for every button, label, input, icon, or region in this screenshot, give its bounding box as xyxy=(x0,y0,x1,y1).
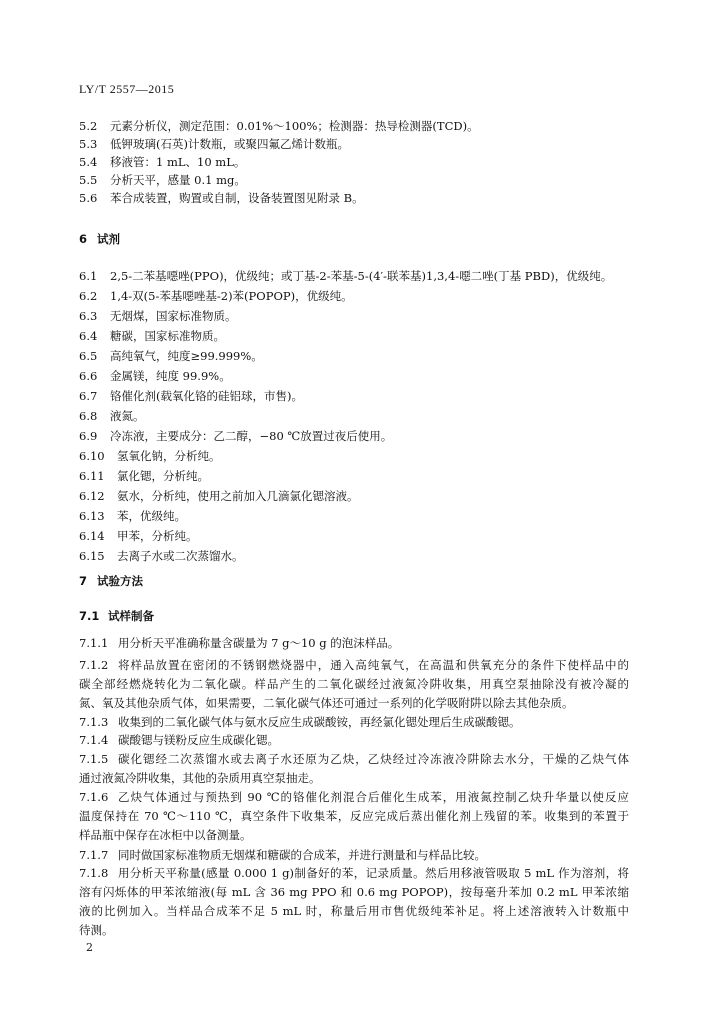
item-number: 6.10 xyxy=(79,449,105,463)
item-text: 苯，优级纯。 xyxy=(117,509,186,523)
section-title: 试剂 xyxy=(97,232,120,246)
item-text: 苯合成装置，购置或自制，设备装置图见附录 B。 xyxy=(110,191,364,205)
item-number: 5.2 xyxy=(79,119,98,133)
item-text: 分析天平，感量 0.1 mg。 xyxy=(110,173,246,187)
item-number: 6.1 xyxy=(79,269,98,283)
paragraph-number: 7.1.6 xyxy=(79,790,109,804)
paragraph-number: 7.1.5 xyxy=(79,752,109,766)
item-number: 5.3 xyxy=(79,137,98,151)
item-text: 冷冻液，主要成分：乙二醇，−80 ℃放置过夜后使用。 xyxy=(110,429,393,443)
item-text: 元素分析仪，测定范围：0.01%～100%；检测器：热导检测器(TCD)。 xyxy=(110,119,479,133)
paragraph-line: 用分析天平称量(感量 0.000 1 g)制备好的苯，记录质量。然后用移液管吸取 5 mL 作为溶剂，将 xyxy=(118,866,629,880)
item-number: 6.4 xyxy=(79,329,98,343)
paragraph-line: 碳化锶经二次蒸馏水或去离子水还原为乙炔，乙炔经过冷冻液冷阱除去水分，干燥的乙炔气体 xyxy=(118,752,629,766)
paragraph-line: 将样品放置在密闭的不锈钢燃烧器中，通入高纯氧气，在高温和供氧充分的条件下使样品中的 xyxy=(118,658,629,672)
paragraph-number: 7.1.8 xyxy=(79,866,109,880)
paragraph-line: 用分析天平准确称量含碳量为 7 g～10 g 的泡沫样品。 xyxy=(118,636,400,650)
item-text: 去离子水或二次蒸馏水。 xyxy=(117,549,244,563)
paragraph-line: 溶有闪烁体的甲苯浓缩液(每 mL 含 36 mg PPO 和 0.6 mg POPOP)，按每毫升苯加 0.2 mL 甲苯浓缩 xyxy=(79,885,629,899)
paragraph-number: 7.1.4 xyxy=(79,733,109,747)
item-number: 5.4 xyxy=(79,155,98,169)
item-text: 铬催化剂(载氧化铬的硅铝球，市售)。 xyxy=(110,389,303,403)
paragraph-line: 液的比例加入。当样品合成苯不足 5 mL 时，称量后用市售优级纯苯补足。将上述溶液转入计数瓶中 xyxy=(79,904,629,918)
item-number: 6.8 xyxy=(79,409,98,423)
item-number: 6.3 xyxy=(79,309,98,323)
item-number: 6.14 xyxy=(79,529,105,543)
item-number: 6.12 xyxy=(79,489,105,503)
paragraph-line: 氮、氧及其他杂质气体，如果需要，二氧化碳气体还可通过一系列的化学吸附阱以除去其他杂质。 xyxy=(79,696,574,710)
paragraph-number: 7.1.7 xyxy=(79,848,109,862)
item-number: 6.15 xyxy=(79,549,105,563)
section-number: 6 xyxy=(79,232,88,246)
paragraph-line: 通过液氮冷阱收集，其他的杂质用真空泵抽走。 xyxy=(79,771,321,785)
item-number: 5.5 xyxy=(79,173,98,187)
item-number: 6.6 xyxy=(79,369,98,383)
subsection-number: 7.1 xyxy=(79,609,100,623)
paragraph-line: 碳全部经燃烧转化为二氧化碳。样品产生的二氧化碳经过液氮冷阱收集，用真空泵抽除没有被冷凝的 xyxy=(79,677,629,691)
section-number: 7 xyxy=(79,574,88,588)
item-number: 6.9 xyxy=(79,429,98,443)
paragraph-line: 碳酸锶与镁粉反应生成碳化锶。 xyxy=(118,733,279,747)
page-number: 2 xyxy=(86,941,93,954)
item-text: 移液管：1 mL、10 mL。 xyxy=(110,155,246,169)
item-number: 5.6 xyxy=(79,191,98,205)
item-text: 糖碳，国家标准物质。 xyxy=(110,329,225,343)
section-title: 试验方法 xyxy=(97,574,143,588)
paragraph-number: 7.1.1 xyxy=(79,636,109,650)
paragraph-number: 7.1.3 xyxy=(79,715,109,729)
item-text: 低钾玻璃(石英)计数瓶，或聚四氟乙烯计数瓶。 xyxy=(110,137,349,151)
standard-code-header: LY/T 2557—2015 xyxy=(79,82,175,96)
paragraph-line: 同时做国家标准物质无烟煤和糖碳的合成苯，并进行测量和与样品比较。 xyxy=(118,848,486,862)
item-text: 高纯氧气，纯度≥99.999%。 xyxy=(110,349,263,363)
item-number: 6.11 xyxy=(79,469,105,483)
paragraph-number: 7.1.2 xyxy=(79,658,109,672)
item-number: 6.7 xyxy=(79,389,98,403)
item-number: 6.5 xyxy=(79,349,98,363)
subsection-title: 试样制备 xyxy=(108,609,154,623)
item-number: 6.2 xyxy=(79,289,98,303)
paragraph-line: 待测。 xyxy=(79,923,114,937)
item-text: 氨水，分析纯，使用之前加入几滴氯化锶溶液。 xyxy=(117,489,359,503)
paragraph-line: 温度保持在 70 ℃～110 ℃，真空条件下收集苯，反应完成后蒸出催化剂上残留的苯。收集到的苯置于 xyxy=(79,809,629,823)
paragraph-line: 收集到的二氧化碳气体与氨水反应生成碳酸铵，再经氯化锶处理后生成碳酸锶。 xyxy=(118,715,521,729)
item-text: 液氮。 xyxy=(110,409,145,423)
item-text: 1,4-双(5-苯基噁唑基-2)苯(POPOP)，优级纯。 xyxy=(110,289,353,303)
paragraph-line: 乙炔气体通过与预热到 90 ℃的铬催化剂混合后催化生成苯，用液氮控制乙炔升华量以使反应 xyxy=(118,790,629,804)
item-text: 无烟煤，国家标准物质。 xyxy=(110,309,237,323)
item-text: 甲苯，分析纯。 xyxy=(117,529,198,543)
item-number: 6.13 xyxy=(79,509,105,523)
item-text: 金属镁，纯度 99.9%。 xyxy=(110,369,231,383)
item-text: 2,5-二苯基噁唑(PPO)，优级纯；或丁基-2-苯基-5-(4′-联苯基)1,3,4-噁二唑(丁基 PBD)，优级纯。 xyxy=(110,269,613,283)
paragraph-line: 样品瓶中保存在冰柜中以备测量。 xyxy=(79,828,252,842)
item-text: 氢氧化钠，分析纯。 xyxy=(117,449,221,463)
item-text: 氯化锶，分析纯。 xyxy=(117,469,209,483)
